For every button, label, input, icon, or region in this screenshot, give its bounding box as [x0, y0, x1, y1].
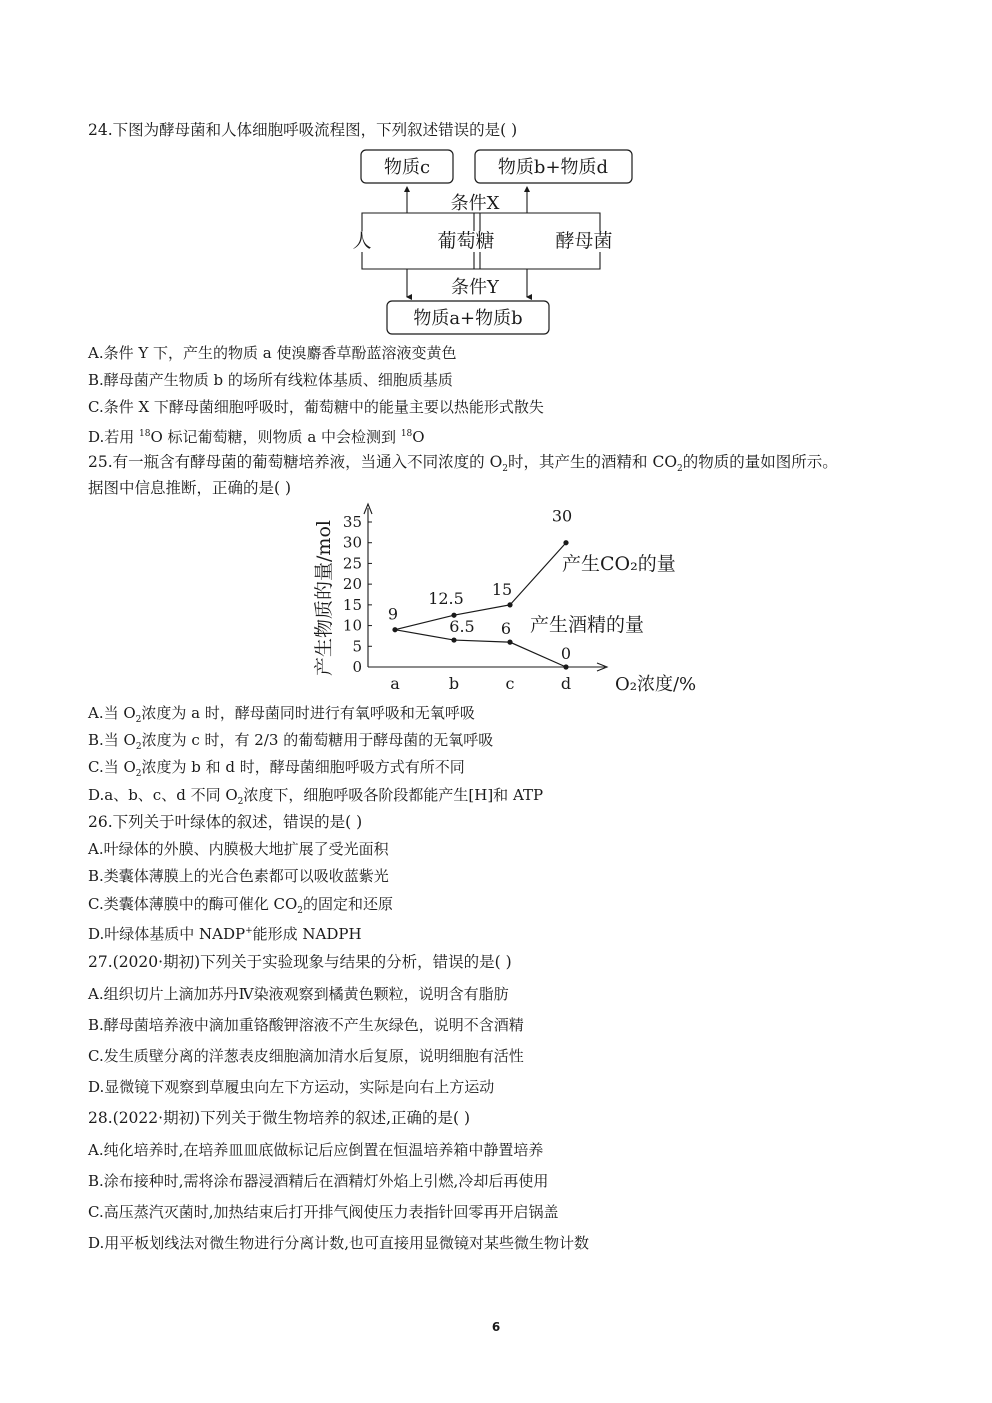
q25-option-c: C.当 $O_2$浓度为 b 和 d 时，酵母菌细胞呼吸方式有所不同 [88, 758, 465, 779]
q25-stem-line1: 25.有一瓶含有酵母菌的葡萄糖培养液，当通入不同浓度的 $O_2$时，其产生的酒精和 $CO_2$的物质的量如图所示。 [88, 453, 838, 475]
label-human: 人 [352, 230, 372, 252]
data-point-alcohol [507, 640, 512, 645]
x-tick-label: a [390, 674, 400, 693]
q26-option-c: C.类囊体薄膜中的酶可催化 $CO_2$的固定和还原 [88, 895, 394, 916]
q27-option-b: B.酵母菌培养液中滴加重铬酸钾溶液不产生灰绿色，说明不含酒精 [88, 1016, 524, 1034]
x-tick-label: b [448, 674, 460, 693]
data-point-alcohol [451, 637, 456, 642]
q28-option-d: D.用平板划线法对微生物进行分离计数,也可直接用显微镜对某些微生物计数 [88, 1234, 590, 1252]
box-substance-ab-label: 物质a+物质b [413, 308, 523, 329]
data-label-co2: 30 [551, 506, 573, 526]
q28-option-c: C.高压蒸汽灭菌时,加热结束后打开排气阀使压力表指针回零再开启锅盖 [88, 1203, 559, 1221]
y-tick-label: 30 [342, 533, 362, 552]
page-number: 6 [491, 1320, 501, 1334]
q27-option-d: D.显微镜下观察到草履虫向左下方运动，实际是向右上方运动 [88, 1078, 495, 1096]
q25-stem-line2: 据图中信息推断，正确的是( ) [88, 479, 292, 497]
label-yeast: 酵母菌 [555, 230, 613, 252]
q27-option-c: C.发生质壁分离的洋葱表皮细胞滴加清水后复原，说明细胞有活性 [88, 1047, 524, 1065]
y-tick-label: 10 [342, 616, 362, 635]
data-label-alcohol: 6 [500, 619, 512, 639]
data-label-co2: 9 [387, 604, 399, 624]
q26-option-a: A.叶绿体的外膜、内膜极大地扩展了受光面积 [88, 840, 389, 858]
y-tick-label: 5 [352, 637, 362, 656]
y-tick-label: 15 [342, 595, 362, 614]
label-glucose: 葡萄糖 [437, 230, 495, 252]
q24-option-c: C.条件 X 下酵母菌细胞呼吸时，葡萄糖中的能量主要以热能形式散失 [88, 398, 544, 416]
q24-stem: 24.下图为酵母菌和人体细胞呼吸流程图，下列叙述错误的是( ) [88, 121, 518, 139]
x-tick-label: d [560, 674, 572, 693]
y-axis-label: 产生物质的量/mol [313, 520, 335, 676]
q24-option-b: B.酵母菌产生物质 b 的场所有线粒体基质、细胞质基质 [88, 371, 453, 389]
condition-x: 条件X [450, 193, 500, 214]
respiration-flowchart [350, 145, 650, 340]
q26-stem: 26.下列关于叶绿体的叙述，错误的是( ) [88, 813, 363, 831]
data-label-alcohol: 0 [560, 644, 572, 663]
respiration-line-chart [300, 500, 700, 700]
data-point-alcohol [563, 664, 568, 669]
series-name-co2: 产生CO₂的量 [562, 553, 676, 575]
q28-stem: 28.(2022·期初)下列关于微生物培养的叙述,正确的是( ) [88, 1109, 471, 1127]
q25-option-b: B.当 $O_2$浓度为 c 时，有 2/3 的葡萄糖用于酵母菌的无氧呼吸 [88, 731, 494, 752]
q26-option-d: D.叶绿体基质中 NADP+能形成 NADPH [88, 925, 362, 943]
data-point-co2 [392, 627, 397, 632]
q26-option-b: B.类囊体薄膜上的光合色素都可以吸收蓝紫光 [88, 867, 389, 885]
y-tick-label: 35 [342, 513, 362, 531]
condition-y: 条件Y [451, 277, 499, 298]
q27-option-a: A.组织切片上滴加苏丹Ⅳ染液观察到橘黄色颗粒，说明含有脂肪 [88, 985, 509, 1003]
data-point-co2 [507, 602, 512, 607]
data-label-co2: 12.5 [428, 589, 464, 609]
q28-option-b: B.涂布接种时,需将涂布器浸酒精后在酒精灯外焰上引燃,冷却后再使用 [88, 1172, 549, 1190]
box-substance-bd-label: 物质b+物质d [497, 157, 609, 178]
x-axis-label: O₂浓度/% [615, 674, 697, 695]
series-name-alcohol: 产生酒精的量 [530, 614, 645, 636]
q24-option-d: D.若用 $^{18}$O 标记葡萄糖，则物质 a 中会检测到 $^{18}$O [88, 428, 425, 446]
y-tick-label: 25 [342, 554, 362, 573]
q25-option-a: A.当 $O_2$浓度为 a 时，酵母菌同时进行有氧呼吸和无氧呼吸 [88, 704, 475, 725]
y-tick-label: 0 [352, 658, 362, 676]
q27-stem: 27.(2020·期初)下列关于实验现象与结果的分析，错误的是( ) [88, 953, 512, 971]
y-tick-label: 20 [342, 575, 362, 594]
q25-option-d: D.a、b、c、d 不同 $O_2$浓度下，细胞呼吸各阶段都能产生[H]和 ATP [88, 786, 544, 807]
data-label-co2: 15 [491, 579, 513, 599]
q28-option-a: A.纯化培养时,在培养皿皿底做标记后应倒置在恒温培养箱中静置培养 [88, 1141, 544, 1159]
data-label-alcohol: 6.5 [449, 617, 475, 637]
box-substance-c-label: 物质c [383, 157, 431, 178]
data-point-co2 [563, 540, 568, 545]
q24-option-a: A.条件 Y 下，产生的物质 a 使溴麝香草酚蓝溶液变黄色 [88, 344, 457, 362]
x-tick-label: c [505, 674, 515, 693]
